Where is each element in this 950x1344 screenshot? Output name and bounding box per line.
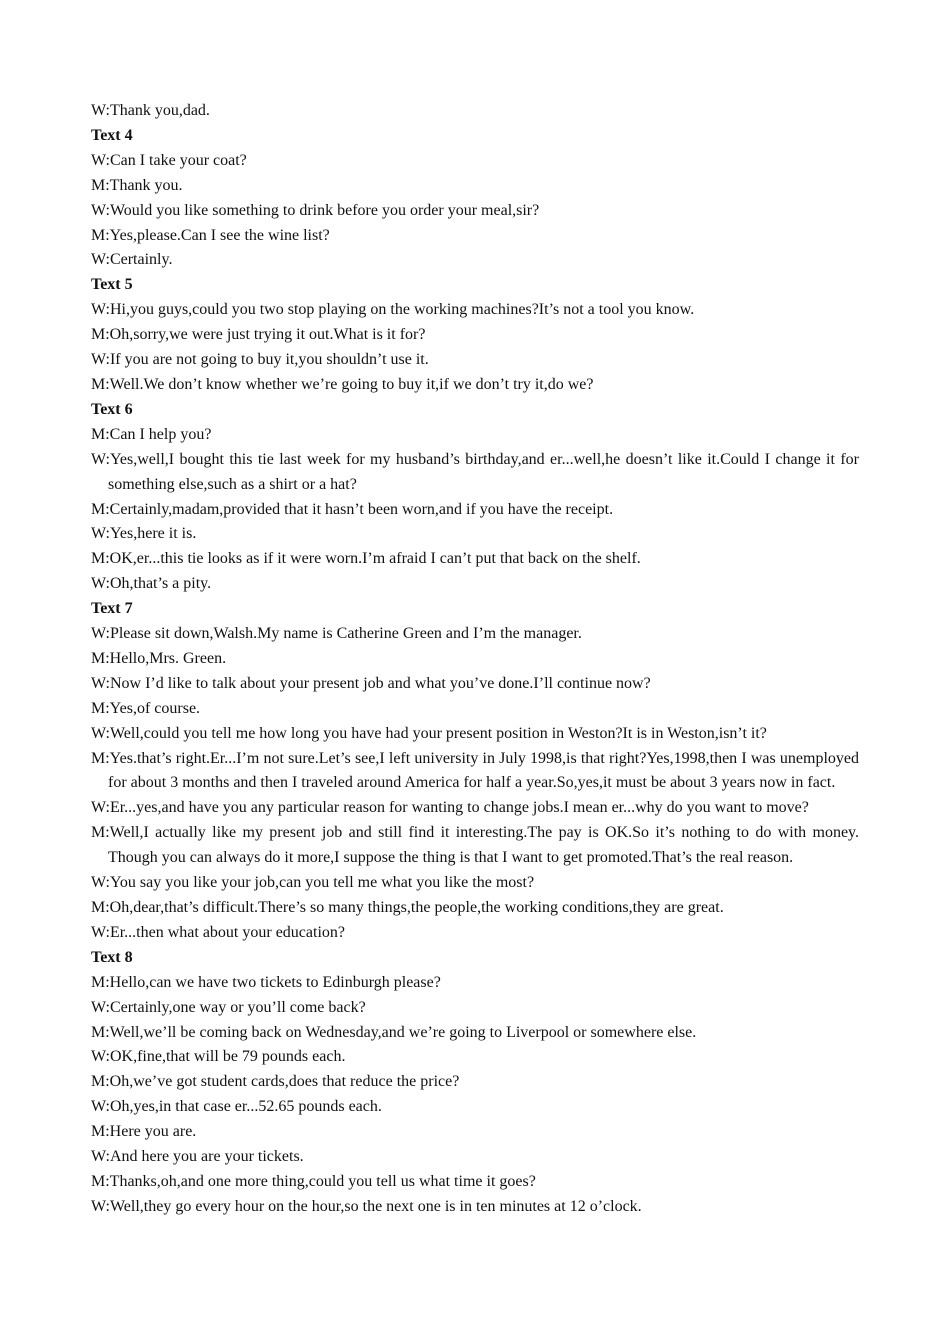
- dialogue-line: W:Er...then what about your education?: [91, 923, 345, 941]
- dialogue-line: W:Well,they go every hour on the hour,so the next one is in ten minutes at 12 o’clock.: [91, 1197, 642, 1215]
- dialogue-line: W:Well,could you tell me how long you have had your present position in Weston?It is in Weston,isn’t it?: [91, 724, 767, 742]
- dialogue-line: W:Please sit down,Walsh.My name is Catherine Green and I’m the manager.: [91, 625, 582, 643]
- dialogue-line: M:Well,I actually like my present job and still find it interesting.The pay is OK.So it’s nothing to do with money. Though you can always do it more,I suppose the thing is that I want to get promoted.That’s the real reason.: [91, 824, 859, 867]
- dialogue-line: W:You say you like your job,can you tell me what you like the most?: [91, 874, 535, 892]
- dialogue-line: M:Thank you.: [91, 176, 183, 194]
- section-heading: Text 8: [91, 948, 133, 966]
- dialogue-line: M:Hello,Mrs. Green.: [91, 649, 227, 667]
- dialogue-line: M:Oh,dear,that’s difficult.There’s so many things,the people,the working conditions,they are great.: [91, 899, 724, 916]
- dialogue-line: W:Certainly,one way or you’ll come back?: [91, 998, 366, 1016]
- section-heading: Text 5: [91, 276, 133, 294]
- dialogue-line: W:OK,fine,that will be 79 pounds each.: [91, 1048, 346, 1066]
- dialogue-line: W:Oh,that’s a pity.: [91, 575, 212, 593]
- dialogue-line: M:Well,we’ll be coming back on Wednesday,and we’re going to Liverpool or somewhere else.: [91, 1023, 697, 1041]
- dialogue-line: M:Thanks,oh,and one more thing,could you tell us what time it goes?: [91, 1172, 536, 1190]
- dialogue-line: W:Can I take your coat?: [91, 151, 247, 169]
- dialogue-line: M:Well.We don’t know whether we’re going to buy it,if we don’t try it,do we?: [91, 375, 594, 393]
- dialogue-line: W:Yes,well,I bought this tie last week for my husband’s birthday,and er...well,he doesn’t like it.Could I change it for something else,such as a shirt or a hat?: [91, 450, 859, 493]
- dialogue-line: M:Yes,of course.: [91, 699, 201, 717]
- dialogue-line: W:And here you are your tickets.: [91, 1148, 304, 1166]
- dialogue-line: M:Hello,can we have two tickets to Edinburgh please?: [91, 973, 441, 991]
- dialogue-line: W:Now I’d like to talk about your present job and what you’ve done.I’ll continue now?: [91, 674, 651, 692]
- dialogue-line: M:Yes.that’s right.Er...I’m not sure.Let’s see,I left university in July 1998,is that right?Yes,1998,then I was unemployed for about 3 months and then I traveled around America for half a year.So,yes,it must be about 3 years now in fact.: [91, 749, 859, 792]
- dialogue-line: W:Oh,yes,in that case er...52.65 pounds each.: [91, 1098, 382, 1116]
- dialogue-line: M:Certainly,madam,provided that it hasn’t been worn,and if you have the receipt.: [91, 500, 614, 518]
- dialogue-line: M:Yes,please.Can I see the wine list?: [91, 226, 330, 244]
- document-page: [91, 99, 859, 1220]
- dialogue-line: M:Can I help you?: [91, 425, 212, 443]
- dialogue-line: W:Yes,here it is.: [91, 525, 197, 543]
- dialogue-line: W:Would you like something to drink before you order your meal,sir?: [91, 201, 540, 219]
- dialogue-line: M:OK,er...this tie looks as if it were worn.I’m afraid I can’t put that back on the shelf.: [91, 550, 641, 568]
- section-heading: Text 6: [91, 400, 133, 418]
- dialogue-line: M:Oh,we’ve got student cards,does that reduce the price?: [91, 1073, 460, 1091]
- section-heading: Text 4: [91, 126, 133, 144]
- dialogue-line: W:Thank you,dad.: [91, 102, 210, 119]
- dialogue-line: M:Oh,sorry,we were just trying it out.What is it for?: [91, 326, 426, 344]
- dialogue-line: W:Certainly.: [91, 251, 173, 269]
- dialogue-line: W:If you are not going to buy it,you shouldn’t use it.: [91, 351, 429, 369]
- section-heading: Text 7: [91, 600, 133, 618]
- dialogue-line: W:Er...yes,and have you any particular reason for wanting to change jobs.I mean er...why do you want to move?: [91, 799, 809, 817]
- dialogue-line: M:Here you are.: [91, 1123, 197, 1141]
- dialogue-line: W:Hi,you guys,could you two stop playing on the working machines?It’s not a tool you know.: [91, 301, 695, 319]
